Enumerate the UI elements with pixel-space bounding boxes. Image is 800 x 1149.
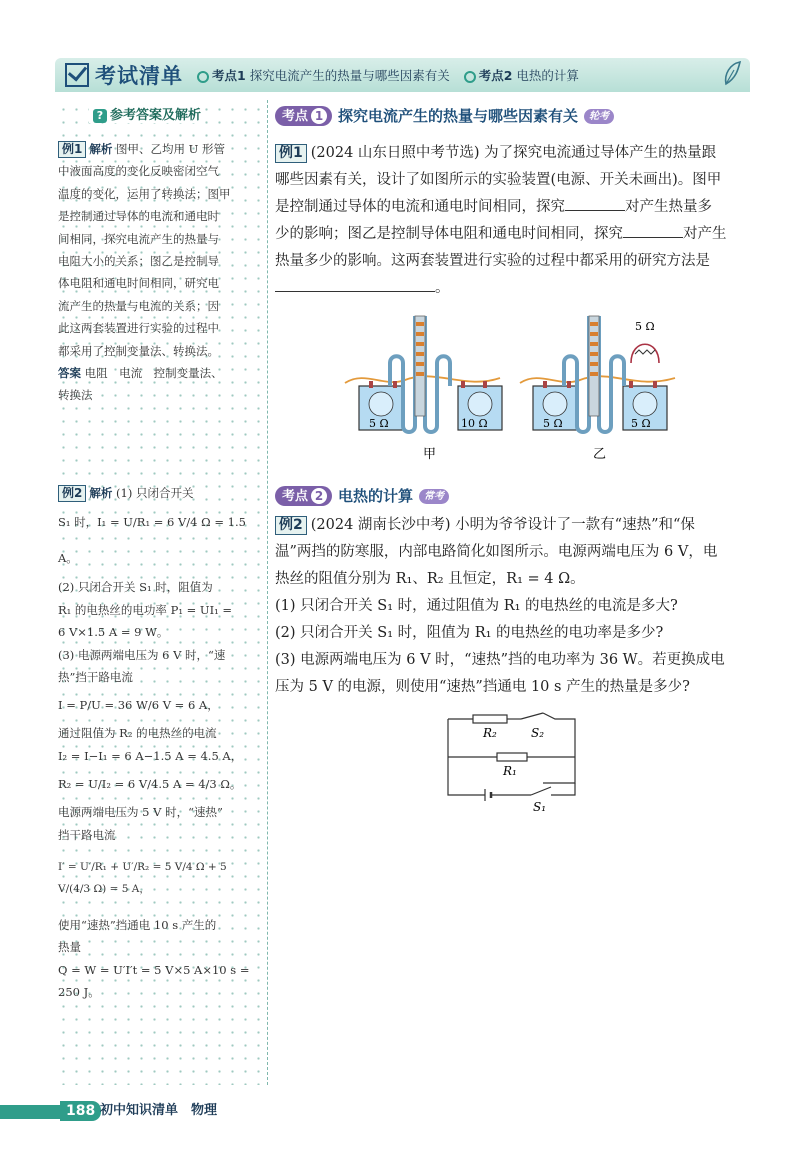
answer2-text: 电源两端电压为 5 V 时，“速热” <box>58 805 223 820</box>
label-r2: R₂ <box>483 726 497 740</box>
label-r-10ohm: 10 Ω <box>461 417 488 430</box>
answer1-text: 是控制通过导体的电流和通电时 <box>58 209 219 224</box>
answer2-formula: Q = W = U′I′t = 5 V×5 A×10 s = <box>58 962 250 977</box>
apparatus-yi <box>520 316 675 462</box>
label-s2: S₂ <box>531 726 545 740</box>
section1-label-text: 考点 <box>282 108 309 124</box>
example1-line <box>275 275 755 302</box>
label-r-5ohm: 5 Ω <box>543 417 563 430</box>
answer1-text: 温度的变化，运用了转换法；图甲 <box>58 186 231 201</box>
answer2-formula: I₂ = I−I₁ = 6 A−1.5 A = 4.5 A， <box>58 748 243 763</box>
section1-title-text: 探究电流产生的热量与哪些因素有关 <box>338 106 579 125</box>
header-point2 <box>464 66 579 84</box>
answer2-line <box>58 482 258 504</box>
section2-number: 2 <box>311 488 327 504</box>
answer1-answer <box>58 362 258 384</box>
answer2-head: 解析 <box>89 486 113 500</box>
section1-label <box>275 106 332 126</box>
answer2-formula: S₁ 时，I₁ = U/R₁ = 6 V/4 Ω = 1.5 A。 <box>58 515 246 566</box>
answer2-text: 通过阻值为 R₂ 的电热丝的电流 <box>58 726 217 741</box>
header-point1-label: 考点1 <box>212 68 246 83</box>
answer2-text: 热”挡干路电流 <box>58 670 133 685</box>
answer-blank <box>565 196 625 211</box>
page-footer <box>0 1100 800 1122</box>
answer2-formula: 250 J。 <box>58 985 100 1000</box>
example1-line: 哪些因素有关，设计了如图所示的实验装置(电源、开关未画出)。图甲 <box>275 172 722 188</box>
answer1-answer-text: 电阻 电流 控制变量法、 <box>84 366 223 381</box>
example2-line-text: (2024 湖南长沙中考) 小明为爷爷设计了一款有“速热”和“保 <box>310 517 695 533</box>
answer-column-title <box>89 104 205 123</box>
answer1-text: 中液面高度的变化反映密闭空气 <box>58 164 219 179</box>
example2-line: (1) 只闭合开关 S₁ 时，通过阻值为 R₁ 的电热丝的电流是多大? <box>275 598 678 614</box>
header-point1-text: 探究电流产生的热量与哪些因素有关 <box>249 68 450 83</box>
example1-line-text: 。 <box>435 280 450 296</box>
answer2-formula: R₂ = U/I₂ = 6 V/4.5 A = 4/3 Ω。 <box>58 777 242 792</box>
example1-line-text: 对产生 <box>683 226 727 242</box>
answer-blank <box>275 277 435 292</box>
answer2-text: 使用“速热”挡通电 10 s 产生的 <box>58 918 217 933</box>
answer2-text: (3) 电源两端电压为 6 V 时，“速 <box>58 647 226 662</box>
example2-tag: 例2 <box>275 516 307 535</box>
answer1-text: 体电阻和通电时间相同，研究电 <box>58 276 219 291</box>
apparatus-jia <box>345 316 502 462</box>
answer-blank <box>623 223 683 238</box>
example2-line: 压为 5 V 的电源，则使用“速热”挡通电 10 s 产生的热量是多少? <box>275 679 690 695</box>
answer1-line <box>58 138 258 160</box>
resistor-r1 <box>497 753 527 761</box>
answer2-text: (1) 只闭合开关 <box>116 486 194 500</box>
example2-text <box>275 512 755 701</box>
answer1-tag: 例1 <box>58 141 86 158</box>
example2-line: (3) 电源两端电压为 6 V 时，“速热”挡的电功率为 36 W。若更换成电 <box>275 652 725 668</box>
section2-badge: 常考 <box>419 489 449 504</box>
answer2-text: (2) 只闭合开关 S₁ 时，阻值为 <box>58 580 213 595</box>
example1-line: 热量多少的影响。这两套装置进行实验的过程中都采用的研究方法是 <box>275 253 710 269</box>
example1-line-text: 是控制通过导体的电流和通电时间相同，探究 <box>275 199 565 215</box>
example1-line-text: 对产生热量多 <box>625 199 712 215</box>
dot-icon <box>197 71 209 83</box>
answer-title-text: 参考答案及解析 <box>110 108 202 123</box>
label-jia: 甲 <box>423 447 437 462</box>
example1-line <box>275 194 755 221</box>
section1-title <box>275 104 755 128</box>
answer2-text: 热量 <box>58 940 81 955</box>
answer1-answer-head: 答案 <box>58 366 81 381</box>
leaf-icon <box>722 60 744 88</box>
answer1-text: 此这两套装置进行实验的过程中 <box>58 321 219 336</box>
answer1-text: 电阻大小的关系；图乙是控制导 <box>58 254 219 269</box>
example1-tag: 例1 <box>275 144 307 163</box>
example2-line <box>275 512 755 539</box>
question-column <box>275 104 755 827</box>
header-logo <box>65 60 183 90</box>
label-yi: 乙 <box>593 447 607 462</box>
example1-line <box>275 140 755 167</box>
example2-line: 热丝的阻值分别为 R₁、R₂ 且恒定，R₁ = 4 Ω。 <box>275 571 585 587</box>
section2-label <box>275 486 332 506</box>
example1-line-text: (2024 山东日照中考节选) 为了探究电流通过导体产生的热量跟 <box>310 145 717 161</box>
example1-line <box>275 221 755 248</box>
answer2-text: 挡干路电流 <box>58 827 116 842</box>
answer2-formula: I′ = U′/R₁ + U′/R₂ = 5 V/4 Ω + 5 V/(4/3 Ω) = 5 A， <box>58 861 227 896</box>
answer2-text: 6 V×1.5 A = 9 W。 <box>58 625 169 640</box>
section2-title-text: 电热的计算 <box>338 486 414 505</box>
page-number: 188 <box>60 1101 101 1121</box>
label-r1: R₁ <box>503 764 517 778</box>
resistor-r2 <box>473 715 507 723</box>
label-r-5ohm: 5 Ω <box>369 417 389 430</box>
answer2-formula: I = P/U = 36 W/6 V = 6 A， <box>58 698 219 713</box>
header-point2-label: 考点2 <box>478 68 513 83</box>
footer-bar <box>0 1105 60 1119</box>
answer1-answer-text: 转换法 <box>58 388 93 403</box>
label-r-5ohm-top: 5 Ω <box>635 320 655 333</box>
checkbox-icon <box>65 63 89 87</box>
section1-badge: 轮考 <box>584 109 614 124</box>
answer2-text: R₁ 的电热丝的电功率 P₁ = UI₁ = <box>58 602 233 617</box>
header-point2-text: 电热的计算 <box>516 68 579 83</box>
page-header <box>55 58 750 92</box>
label-s1: S₁ <box>533 800 547 814</box>
section2-title <box>275 484 755 508</box>
experiment-figure <box>275 308 755 468</box>
example2-line: (2) 只闭合开关 S₁ 时，阻值为 R₁ 的电热丝的电功率是多少? <box>275 625 664 641</box>
answer1-head: 解析 <box>89 142 113 156</box>
answer-example2 <box>58 482 258 1004</box>
answer-column <box>54 100 264 1085</box>
answer1-text: 间相同，探究电流产生的热量与 <box>58 231 219 246</box>
header-title: 考试清单 <box>95 64 183 88</box>
answer2-tag: 例2 <box>58 485 86 502</box>
circuit-diagram <box>275 707 755 817</box>
section2-label-text: 考点 <box>282 488 309 504</box>
header-point1 <box>197 66 450 84</box>
label-r-5ohm: 5 Ω <box>631 417 651 430</box>
answer1-text: 都采用了控制变量法、转换法。 <box>58 343 219 358</box>
example1-text <box>275 140 755 302</box>
example2-line: 温”两挡的防寒服，内部电路简化如图所示。电源两端电压为 6 V，电 <box>275 544 718 560</box>
answer-example1 <box>58 138 258 407</box>
answer1-text: 流产生的热量与电流的关系；因 <box>58 298 219 313</box>
question-icon: ? <box>93 109 107 123</box>
example1-line-text: 少的影响；图乙是控制导体电阻和通电时间相同，探究 <box>275 226 623 242</box>
book-title: 初中知识清单 物理 <box>100 1103 218 1118</box>
section1-number: 1 <box>311 108 327 124</box>
dot-icon <box>464 71 476 83</box>
answer1-text: 图甲、乙均用 U 形管 <box>116 142 226 156</box>
